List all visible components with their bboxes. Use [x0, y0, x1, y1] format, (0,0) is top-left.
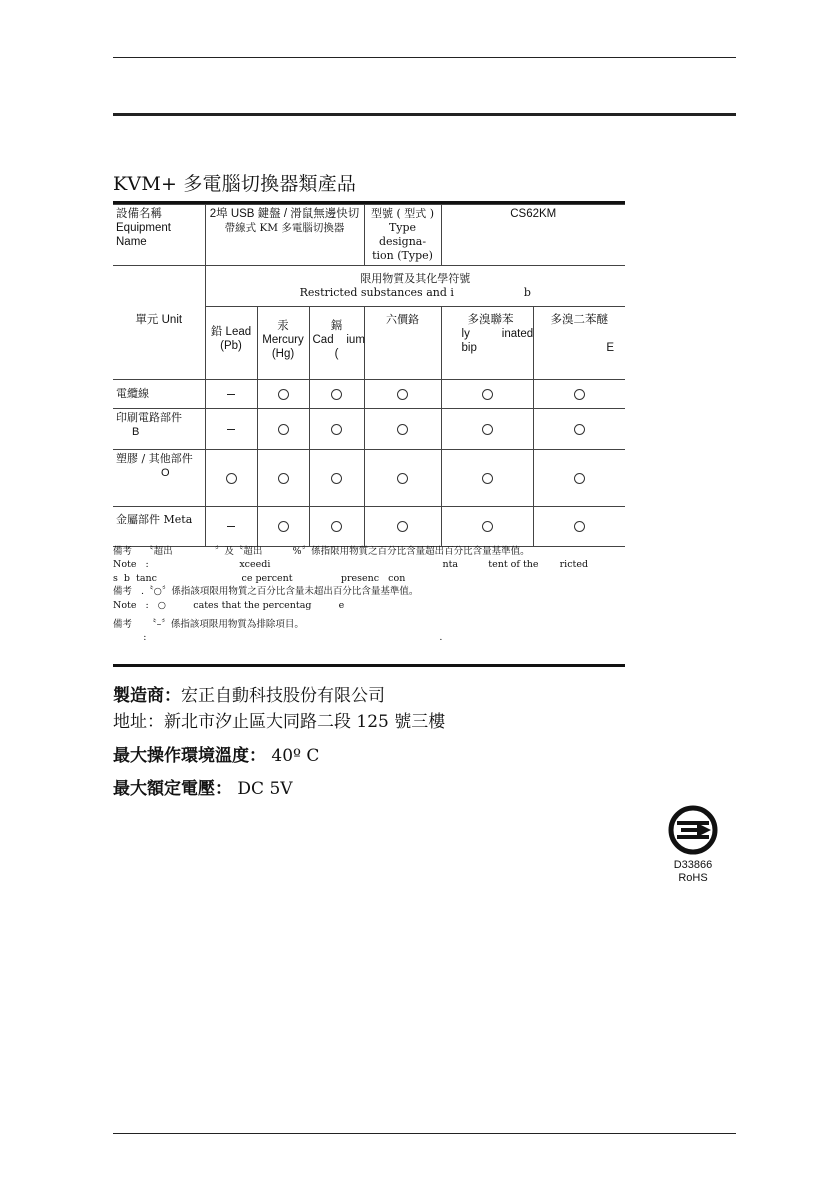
column-header-line: 多溴二苯醚: [550, 314, 609, 326]
column-header-line: ly inated: [461, 328, 534, 340]
footer-rule: [113, 1133, 736, 1134]
row-label-en: O: [161, 467, 170, 479]
circle-mark: [574, 424, 585, 435]
row-label-cable: [113, 380, 205, 409]
row-label: 電纜線: [116, 387, 149, 400]
circle-mark: [482, 473, 493, 484]
circle-mark: [397, 389, 408, 400]
row-label-metal: [113, 507, 205, 547]
note-line: : .: [113, 632, 443, 644]
manufacturer-label: 製造商：: [113, 686, 181, 706]
dash-mark: [227, 394, 235, 395]
note-line: s b tanc ce percent presenc con: [113, 572, 406, 584]
manufacturer-line: [113, 681, 385, 706]
column-header-line: 多溴聯苯: [467, 314, 514, 326]
circle-mark: [226, 473, 237, 484]
circle-mark: [397, 473, 408, 484]
manufacturer-value: 宏正自動科技股份有限公司: [181, 686, 385, 706]
cell-value: [441, 450, 533, 507]
column-header-line: (: [334, 348, 339, 360]
type-value-cell: [441, 205, 625, 266]
table-row: [113, 507, 625, 547]
row-label: 塑膠 / 其他部件: [116, 452, 193, 465]
circle-mark: [331, 521, 342, 532]
type-label-line2: Type designa-: [378, 221, 427, 248]
address-text: 地址：新北市汐止區大同路二段 125 號三樓: [113, 712, 446, 732]
cell-value: [257, 380, 309, 409]
bsmi-mark-icon: [667, 805, 719, 855]
column-header-lead: [205, 307, 257, 380]
section-rule: [113, 113, 736, 116]
table-row: [113, 266, 625, 307]
table-row: [113, 205, 625, 266]
page-heading: KVM+ 多電腦切換器類產品: [113, 173, 357, 195]
rohs-table: [113, 204, 625, 547]
circle-mark: [331, 473, 342, 484]
cell-value: [533, 409, 625, 450]
voltage-line: [113, 774, 293, 799]
address-line: [113, 707, 445, 732]
circle-mark: [278, 389, 289, 400]
note-line: 備考 〝–〞係指該項限用物質為排除項目。: [113, 619, 304, 631]
circle-mark: [397, 521, 408, 532]
type-label-cell: [364, 205, 441, 266]
column-header-pbde: [533, 307, 625, 380]
type-label-line3: tion (Type): [372, 249, 433, 262]
cell-value: [364, 507, 441, 547]
column-header-line: Cad ium: [312, 334, 365, 346]
unit-label: 單元 Unit: [135, 313, 183, 326]
column-header-spacer: [537, 327, 623, 341]
row-label: 金屬部件 Meta: [116, 513, 193, 526]
cell-value: [257, 507, 309, 547]
circle-mark: [278, 521, 289, 532]
circle-mark: [574, 389, 585, 400]
column-header-line: 六價鉻: [386, 313, 420, 326]
cell-value: [533, 380, 625, 409]
header-rule: [113, 57, 736, 58]
cell-value: [364, 380, 441, 409]
cell-value: [205, 450, 257, 507]
equipment-name-label: 設備名稱: [116, 208, 162, 220]
equipment-value-cell: [205, 205, 364, 266]
rohs-table-container: [113, 201, 625, 547]
voltage-label: 最大額定電壓：: [113, 779, 232, 799]
type-label-line1: 型號 ( 型式 ): [370, 207, 435, 220]
column-header-line: bip: [461, 342, 477, 354]
circle-mark: [574, 521, 585, 532]
cell-value: [205, 507, 257, 547]
column-header-mercury: [257, 307, 309, 380]
cell-value: [441, 409, 533, 450]
column-header-line: (Pb): [220, 340, 242, 352]
circle-mark: [482, 389, 493, 400]
restricted-header-cell: [205, 266, 625, 307]
column-header-line: 鎘: [330, 320, 343, 332]
bsmi-logo: [664, 805, 722, 885]
column-header-line: E: [606, 342, 615, 354]
cell-value: [257, 450, 309, 507]
column-header-line: 鉛 Lead: [210, 326, 252, 338]
bsmi-code: D33866: [673, 859, 713, 871]
temperature-label: 最大操作環境溫度：: [113, 746, 266, 766]
dash-mark: [227, 429, 235, 430]
cell-value: [205, 409, 257, 450]
column-header-line: Mercury: [262, 334, 304, 346]
cell-value: [257, 409, 309, 450]
circle-mark: [278, 473, 289, 484]
equipment-value-line2: 帶線式 KM 多電腦切換器: [224, 222, 345, 234]
equipment-name-cell: [113, 205, 205, 266]
restricted-en: Restricted substances and i b: [299, 286, 531, 299]
note-line: Note : ○ cates that the percentag e: [113, 599, 345, 611]
rohs-label: RoHS: [678, 872, 708, 884]
circle-mark: [397, 424, 408, 435]
cell-value: [533, 450, 625, 507]
cell-value: [364, 450, 441, 507]
circle-mark: [331, 424, 342, 435]
circle-mark: [482, 521, 493, 532]
column-header-line: 汞: [277, 320, 289, 332]
circle-mark: [482, 424, 493, 435]
unit-label-cell: [113, 266, 205, 380]
note-line: 備考 〝超出 〞及〝超出 %〞係指限用物質之百分比含量超出百分比含量基準值。: [113, 546, 530, 557]
note-line: Note : xceedi nta tent of the ricted: [113, 559, 589, 571]
cell-value: [533, 507, 625, 547]
cell-value: [441, 380, 533, 409]
table-row: [113, 380, 625, 409]
row-label-plastic: [113, 450, 205, 507]
circle-mark: [331, 389, 342, 400]
table-row: [113, 409, 625, 450]
cell-value: [441, 507, 533, 547]
cell-value: [364, 409, 441, 450]
voltage-value: DC 5V: [237, 779, 293, 799]
notes-section: [113, 545, 625, 645]
row-label-pcb: [113, 409, 205, 450]
column-header-cadmium: [309, 307, 364, 380]
equipment-name-en: Equipment: [116, 222, 171, 234]
cell-value: [205, 380, 257, 409]
column-header-pbb: [441, 307, 533, 380]
notes-bottom-rule: [113, 664, 625, 667]
cell-value: [309, 450, 364, 507]
note-line: 備考 .〝○〞係指該項限用物質之百分比含量未超出百分比含量基準值。: [113, 586, 419, 598]
type-value: CS62KM: [510, 208, 557, 220]
column-header-line: (Hg): [271, 348, 295, 360]
circle-mark: [574, 473, 585, 484]
equipment-value-line1: 2埠 USB 鍵盤 / 滑鼠無邊快切: [209, 208, 360, 220]
cell-value: [309, 409, 364, 450]
row-label: 印刷電路部件: [116, 411, 182, 424]
circle-mark: [278, 424, 289, 435]
dash-mark: [227, 526, 235, 527]
temperature-line: [113, 741, 319, 766]
column-header-chromium: [364, 307, 441, 380]
table-row: [113, 450, 625, 507]
row-label-en: B: [132, 426, 140, 438]
temperature-value: 40º C: [271, 746, 320, 766]
cell-value: [309, 507, 364, 547]
equipment-name-en2: Name: [116, 236, 147, 248]
restricted-title: 限用物質及其化學符號: [360, 272, 471, 285]
cell-value: [309, 380, 364, 409]
